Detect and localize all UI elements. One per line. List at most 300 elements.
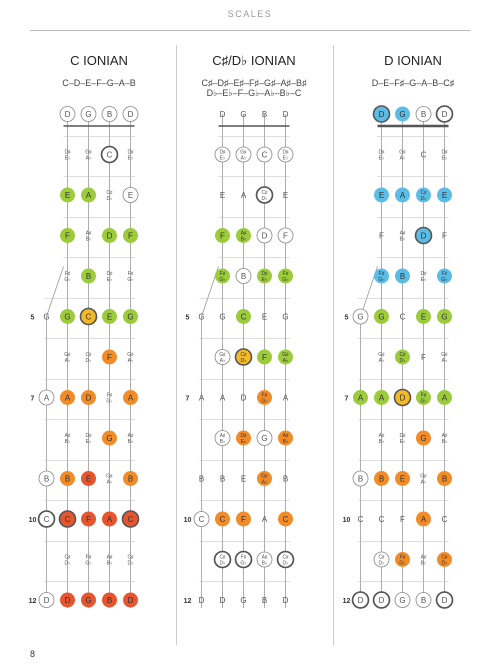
note-name: B — [399, 272, 406, 281]
note-name: D — [219, 596, 226, 605]
sharp-name: C♯ — [399, 352, 406, 358]
scale-notes: C–D–E–F–G–A–B — [62, 78, 136, 88]
note-name: C — [85, 312, 92, 322]
note-name: D — [399, 393, 406, 403]
scale-title: D IONIAN — [384, 53, 442, 68]
fret-number: 10 — [28, 517, 37, 524]
enharmonic-label — [420, 271, 427, 283]
note-name: C — [43, 515, 50, 524]
fret-number: 5 — [344, 314, 349, 322]
note-name: B — [240, 272, 247, 281]
scale-notes: D–E–F♯–G–A–B–C♯ — [371, 78, 455, 88]
sharp-name: D♯ — [282, 149, 289, 156]
sharp-name: G♯ — [219, 352, 226, 358]
note-name: A — [198, 393, 205, 403]
note-name: A — [282, 393, 289, 403]
note-name: C — [198, 515, 205, 524]
fret-number: 12 — [342, 598, 351, 605]
sharp-name: C♯ — [261, 190, 268, 196]
flat-name: G♭ — [64, 277, 71, 283]
note-name: F — [400, 515, 405, 524]
enharmonic-label — [85, 150, 92, 162]
sharp-name: F♯ — [85, 554, 92, 561]
sharp-name: F♯ — [261, 392, 268, 399]
sharp-name: A♯ — [85, 230, 92, 237]
note-name: C — [127, 515, 134, 524]
sharp-name: A♯ — [64, 433, 71, 439]
enharmonic-label — [86, 231, 92, 243]
note-name: A — [441, 393, 448, 403]
note-name: F — [379, 231, 384, 241]
note-name: G — [399, 110, 406, 119]
note-name: F — [65, 231, 70, 241]
enharmonic-label — [240, 352, 247, 364]
enharmonic-label — [106, 393, 112, 405]
scale-notes-flat: D♭–E♭–F–G♭–A♭–B♭–C — [206, 88, 302, 98]
note-name: A — [240, 191, 247, 200]
note-name: C — [64, 515, 71, 524]
flat-name: D♭ — [127, 560, 134, 567]
note-name: G — [261, 434, 268, 443]
note-name: D — [106, 231, 113, 241]
sharp-name: D♯ — [127, 149, 134, 156]
sharp-name: F♯ — [420, 392, 427, 399]
note-name: B — [85, 272, 92, 281]
enharmonic-label — [399, 150, 406, 162]
enharmonic-label — [85, 555, 91, 567]
note-name: F — [262, 353, 267, 362]
sharp-name: D♯ — [106, 271, 113, 277]
flat-name: G♭ — [399, 560, 406, 567]
sharp-name: F♯ — [240, 554, 247, 561]
note-name: E — [441, 191, 448, 200]
note-name: G — [85, 110, 92, 119]
flat-name: D♭ — [399, 358, 406, 364]
enharmonic-label — [240, 150, 247, 162]
sharp-name: C♯ — [420, 190, 427, 196]
enharmonic-label — [420, 474, 427, 486]
note-name: D — [378, 110, 385, 119]
sharp-name: C♯ — [282, 554, 289, 561]
enharmonic-label — [127, 150, 134, 162]
flat-name: A♭ — [219, 358, 226, 364]
enharmonic-label — [399, 555, 405, 567]
note-name: D — [357, 596, 364, 605]
enharmonic-label — [240, 433, 247, 445]
fifth-string-slant — [47, 267, 64, 317]
note-name: C — [106, 150, 113, 160]
scale-notes: C♯–D♯–E♯–F♯–G♯–A♯–B♯ — [201, 78, 307, 88]
flat-name: E♭ — [106, 277, 113, 283]
enharmonic-label — [128, 433, 134, 445]
enharmonic-label — [64, 150, 71, 162]
note-name: E — [420, 312, 427, 322]
note-name: A — [85, 191, 92, 200]
flat-name: G♭ — [240, 560, 247, 567]
sharp-name: F♯ — [282, 271, 289, 277]
flat-name: E♭ — [441, 155, 448, 162]
enharmonic-label — [220, 433, 226, 445]
note-name: B — [420, 110, 427, 119]
flat-name: G♭ — [106, 398, 113, 405]
sharp-name: D♯ — [219, 149, 226, 156]
note-name: G — [85, 596, 92, 605]
note-name: E — [106, 312, 113, 322]
note-name: D — [441, 596, 448, 605]
enharmonic-label — [378, 555, 385, 567]
note-name: E — [85, 474, 92, 484]
sharp-name: C♯ — [219, 554, 226, 561]
note-name: B — [43, 474, 50, 484]
flat-name: G♭ — [219, 277, 226, 283]
enharmonic-label — [441, 555, 448, 567]
note-name: A — [399, 191, 406, 200]
sharp-name: D♯ — [240, 433, 247, 439]
note-name: A — [106, 515, 113, 524]
flat-name: G♭ — [282, 277, 289, 283]
note-name: F — [421, 353, 426, 362]
enharmonic-label — [65, 433, 71, 445]
note-name: G — [240, 596, 247, 605]
fret-number: 7 — [30, 395, 35, 403]
enharmonic-label — [127, 352, 134, 364]
enharmonic-label — [219, 150, 226, 162]
sharp-name: A♯ — [420, 554, 427, 561]
enharmonic-label — [106, 271, 113, 283]
sharp-name: D♯ — [420, 271, 427, 277]
note-name: D — [282, 110, 289, 119]
note-name: F — [442, 231, 447, 241]
note-name: A — [261, 515, 268, 524]
flat-name: B♭ — [127, 439, 134, 445]
sharp-name: G♯ — [106, 473, 113, 480]
note-name: D — [219, 110, 226, 119]
flat-name: G♭ — [378, 277, 385, 283]
note-name: E — [282, 191, 289, 200]
enharmonic-label — [240, 555, 246, 567]
sharp-name: G♯ — [282, 352, 289, 358]
note-name: F — [283, 231, 288, 241]
note-name: G — [282, 312, 289, 322]
note-name: D — [198, 596, 205, 605]
scale-title: C♯/D♭ IONIAN — [212, 53, 296, 68]
sharp-name: C♯ — [127, 554, 134, 561]
note-name: D — [85, 393, 92, 403]
section-title: SCALES — [227, 9, 273, 19]
flat-name: A♭ — [127, 358, 134, 364]
note-name: B — [420, 596, 427, 605]
scale-title: C IONIAN — [70, 53, 128, 68]
flat-name: E♭ — [420, 277, 427, 283]
note-name: D — [441, 110, 448, 119]
enharmonic-label — [219, 352, 226, 364]
note-name: E — [64, 191, 71, 200]
sharp-name: A♯ — [261, 554, 268, 561]
note-name: D — [420, 231, 427, 241]
flat-name: D♭ — [64, 560, 71, 567]
note-name: A — [43, 393, 50, 403]
enharmonic-label — [282, 555, 289, 567]
note-name: E — [399, 474, 406, 484]
enharmonic-label — [261, 271, 268, 283]
note-name: E — [127, 191, 134, 200]
note-name: C — [261, 150, 268, 160]
flat-name: B♭ — [420, 560, 427, 567]
enharmonic-label — [420, 190, 427, 202]
sharp-name: G♯ — [85, 149, 92, 156]
sharp-name: F♯ — [64, 271, 71, 277]
note-name: C — [378, 515, 385, 524]
enharmonic-label — [399, 433, 406, 445]
enharmonic-label — [262, 555, 268, 567]
flat-name: E♭ — [85, 439, 92, 445]
sharp-name: C♯ — [106, 190, 113, 196]
enharmonic-label — [107, 555, 113, 567]
note-name: B — [282, 474, 289, 484]
note-name: B — [219, 474, 226, 484]
sharp-name: F♯ — [441, 271, 448, 277]
enharmonic-label — [283, 433, 289, 445]
sharp-name: A♯ — [441, 433, 448, 439]
enharmonic-label — [85, 352, 92, 364]
flat-name: E♭ — [282, 155, 289, 162]
note-name: D — [64, 110, 71, 119]
fret-number: 12 — [183, 598, 192, 605]
page-number: 8 — [30, 649, 36, 659]
flat-name: D♭ — [219, 560, 226, 567]
flat-name: E♭ — [378, 155, 385, 162]
note-name: C — [240, 312, 247, 322]
note-name: G — [420, 434, 427, 443]
fret-number: 10 — [342, 517, 351, 524]
flat-name: G♭ — [441, 277, 448, 283]
flat-name: B♭ — [85, 236, 92, 243]
enharmonic-label — [64, 271, 70, 283]
sharp-name: C♯ — [240, 352, 247, 358]
note-name: E — [378, 191, 385, 200]
note-name: A — [357, 393, 364, 403]
note-name: D — [127, 110, 134, 119]
sharp-name: D♯ — [64, 149, 71, 156]
enharmonic-label — [106, 474, 113, 486]
note-name: B — [261, 110, 268, 119]
flat-name: A♭ — [420, 479, 427, 486]
enharmonic-label — [282, 271, 288, 283]
flat-name: B♭ — [240, 236, 247, 243]
note-name: B — [106, 596, 113, 605]
enharmonic-label — [219, 555, 226, 567]
note-name: C — [282, 515, 289, 524]
sharp-name: G♯ — [441, 352, 448, 358]
note-name: B — [378, 474, 385, 484]
enharmonic-label — [441, 150, 448, 162]
note-name: G — [441, 312, 448, 322]
fret-number: 12 — [28, 598, 37, 605]
sharp-name: F♯ — [378, 271, 385, 277]
flat-name: D♭ — [85, 358, 92, 364]
flat-name: E♭ — [399, 439, 406, 445]
enharmonic-label — [441, 352, 448, 364]
sharp-name: C♯ — [441, 554, 448, 561]
flat-name: D♭ — [261, 196, 268, 202]
enharmonic-label — [85, 433, 92, 445]
flat-name: B♭ — [378, 439, 385, 445]
enharmonic-label — [399, 352, 406, 364]
flat-name: B♭ — [441, 439, 448, 445]
enharmonic-label — [241, 231, 247, 243]
note-name: D — [378, 596, 385, 605]
note-name: F — [107, 353, 112, 362]
sharp-name: G♯ — [399, 149, 406, 156]
note-name: C — [357, 515, 364, 524]
note-name: B — [441, 474, 448, 484]
enharmonic-label — [282, 150, 289, 162]
note-name: B — [127, 474, 134, 484]
flat-name: A♭ — [378, 358, 385, 364]
flat-name: D♭ — [106, 196, 113, 202]
sharp-name: A♯ — [106, 554, 113, 561]
sharp-name: G♯ — [261, 473, 268, 480]
flat-name: G♭ — [261, 398, 268, 405]
sharp-name: F♯ — [106, 392, 113, 399]
flat-name: B♭ — [261, 560, 268, 567]
enharmonic-label — [261, 474, 268, 486]
note-name: G — [64, 312, 71, 322]
note-name: G — [399, 596, 406, 605]
flat-name: E♭ — [64, 155, 71, 162]
note-name: C — [420, 150, 427, 160]
sharp-name: D♯ — [399, 433, 406, 439]
flat-name: B♭ — [106, 560, 113, 567]
flat-name: E♭ — [240, 439, 247, 445]
sharp-name: F♯ — [399, 554, 406, 561]
sharp-name: A♯ — [399, 230, 406, 237]
note-name: B — [106, 110, 113, 119]
flat-name: A♭ — [85, 155, 92, 162]
sharp-name: G♯ — [420, 473, 427, 480]
sharp-name: C♯ — [378, 554, 385, 561]
sharp-name: F♯ — [219, 271, 226, 277]
flat-name: A♭ — [106, 479, 113, 486]
note-name: D — [261, 231, 268, 241]
sharp-name: A♯ — [378, 433, 385, 439]
enharmonic-label — [261, 393, 267, 405]
note-name: E — [240, 474, 247, 484]
note-name: G — [378, 312, 385, 322]
note-name: C — [399, 312, 406, 322]
enharmonic-label — [261, 190, 268, 202]
note-name: C — [219, 515, 226, 524]
sharp-name: D♯ — [441, 149, 448, 156]
note-name: A — [219, 393, 226, 403]
note-name: G — [43, 312, 50, 322]
sharp-name: C♯ — [64, 554, 71, 561]
flat-name: D♭ — [378, 560, 385, 567]
sharp-name: D♯ — [378, 149, 385, 156]
note-name: G — [127, 312, 134, 322]
flat-name: A♭ — [441, 358, 448, 364]
enharmonic-label — [378, 352, 385, 364]
fret-number: 5 — [185, 314, 190, 322]
note-name: A — [420, 515, 427, 524]
note-name: D — [127, 596, 134, 605]
note-name: B — [261, 596, 268, 605]
note-name: F — [128, 231, 133, 241]
flat-name: E♭ — [219, 155, 226, 162]
note-name: G — [240, 110, 247, 119]
note-name: C — [441, 515, 448, 524]
enharmonic-label — [282, 352, 289, 364]
flat-name: G♭ — [85, 560, 92, 567]
note-name: G — [106, 434, 113, 443]
flat-name: A♭ — [261, 479, 268, 486]
enharmonic-label — [379, 433, 385, 445]
note-name: B — [357, 474, 364, 484]
note-name: E — [261, 312, 268, 322]
note-name: D — [240, 393, 247, 403]
flat-name: D♭ — [282, 560, 289, 567]
enharmonic-label — [378, 150, 385, 162]
flat-name: B♭ — [219, 439, 226, 445]
flat-name: D♭ — [441, 560, 448, 567]
note-name: A — [127, 393, 134, 403]
sharp-name: A♯ — [219, 433, 226, 439]
note-name: G — [357, 312, 364, 322]
enharmonic-label — [219, 271, 225, 283]
flat-name: A♭ — [399, 155, 406, 162]
flat-name: D♭ — [240, 358, 247, 364]
note-name: E — [219, 191, 226, 200]
enharmonic-label — [400, 231, 406, 243]
flat-name: E♭ — [261, 277, 268, 283]
enharmonic-label — [378, 271, 384, 283]
flat-name: G♭ — [127, 277, 134, 283]
enharmonic-label — [127, 555, 134, 567]
flat-name: B♭ — [282, 439, 289, 445]
flat-name: A♭ — [64, 358, 71, 364]
flat-name: D♭ — [420, 196, 427, 202]
sharp-name: A♯ — [127, 433, 134, 439]
sharp-name: A♯ — [282, 433, 289, 439]
sharp-name: D♯ — [261, 271, 268, 277]
note-name: D — [43, 596, 50, 605]
sharp-name: G♯ — [127, 352, 134, 358]
flat-name: B♭ — [64, 439, 71, 445]
enharmonic-label — [127, 271, 133, 283]
note-name: G — [198, 312, 205, 322]
sharp-name: G♯ — [64, 352, 71, 358]
sharp-name: F♯ — [127, 271, 134, 277]
note-name: A — [378, 393, 385, 403]
fret-number: 10 — [183, 517, 192, 524]
flat-name: A♭ — [240, 155, 247, 162]
sharp-name: C♯ — [85, 352, 92, 358]
note-name: F — [86, 515, 91, 524]
note-name: F — [220, 231, 225, 241]
enharmonic-label — [420, 393, 426, 405]
enharmonic-label — [64, 555, 71, 567]
note-name: D — [282, 596, 289, 605]
sharp-name: D♯ — [85, 433, 92, 439]
fret-number: 5 — [30, 314, 35, 322]
note-name: B — [198, 474, 205, 484]
enharmonic-label — [421, 555, 427, 567]
note-name: F — [241, 515, 246, 524]
sharp-name: G♯ — [378, 352, 385, 358]
note-name: B — [64, 474, 71, 484]
enharmonic-label — [442, 433, 448, 445]
note-name: G — [219, 312, 226, 322]
